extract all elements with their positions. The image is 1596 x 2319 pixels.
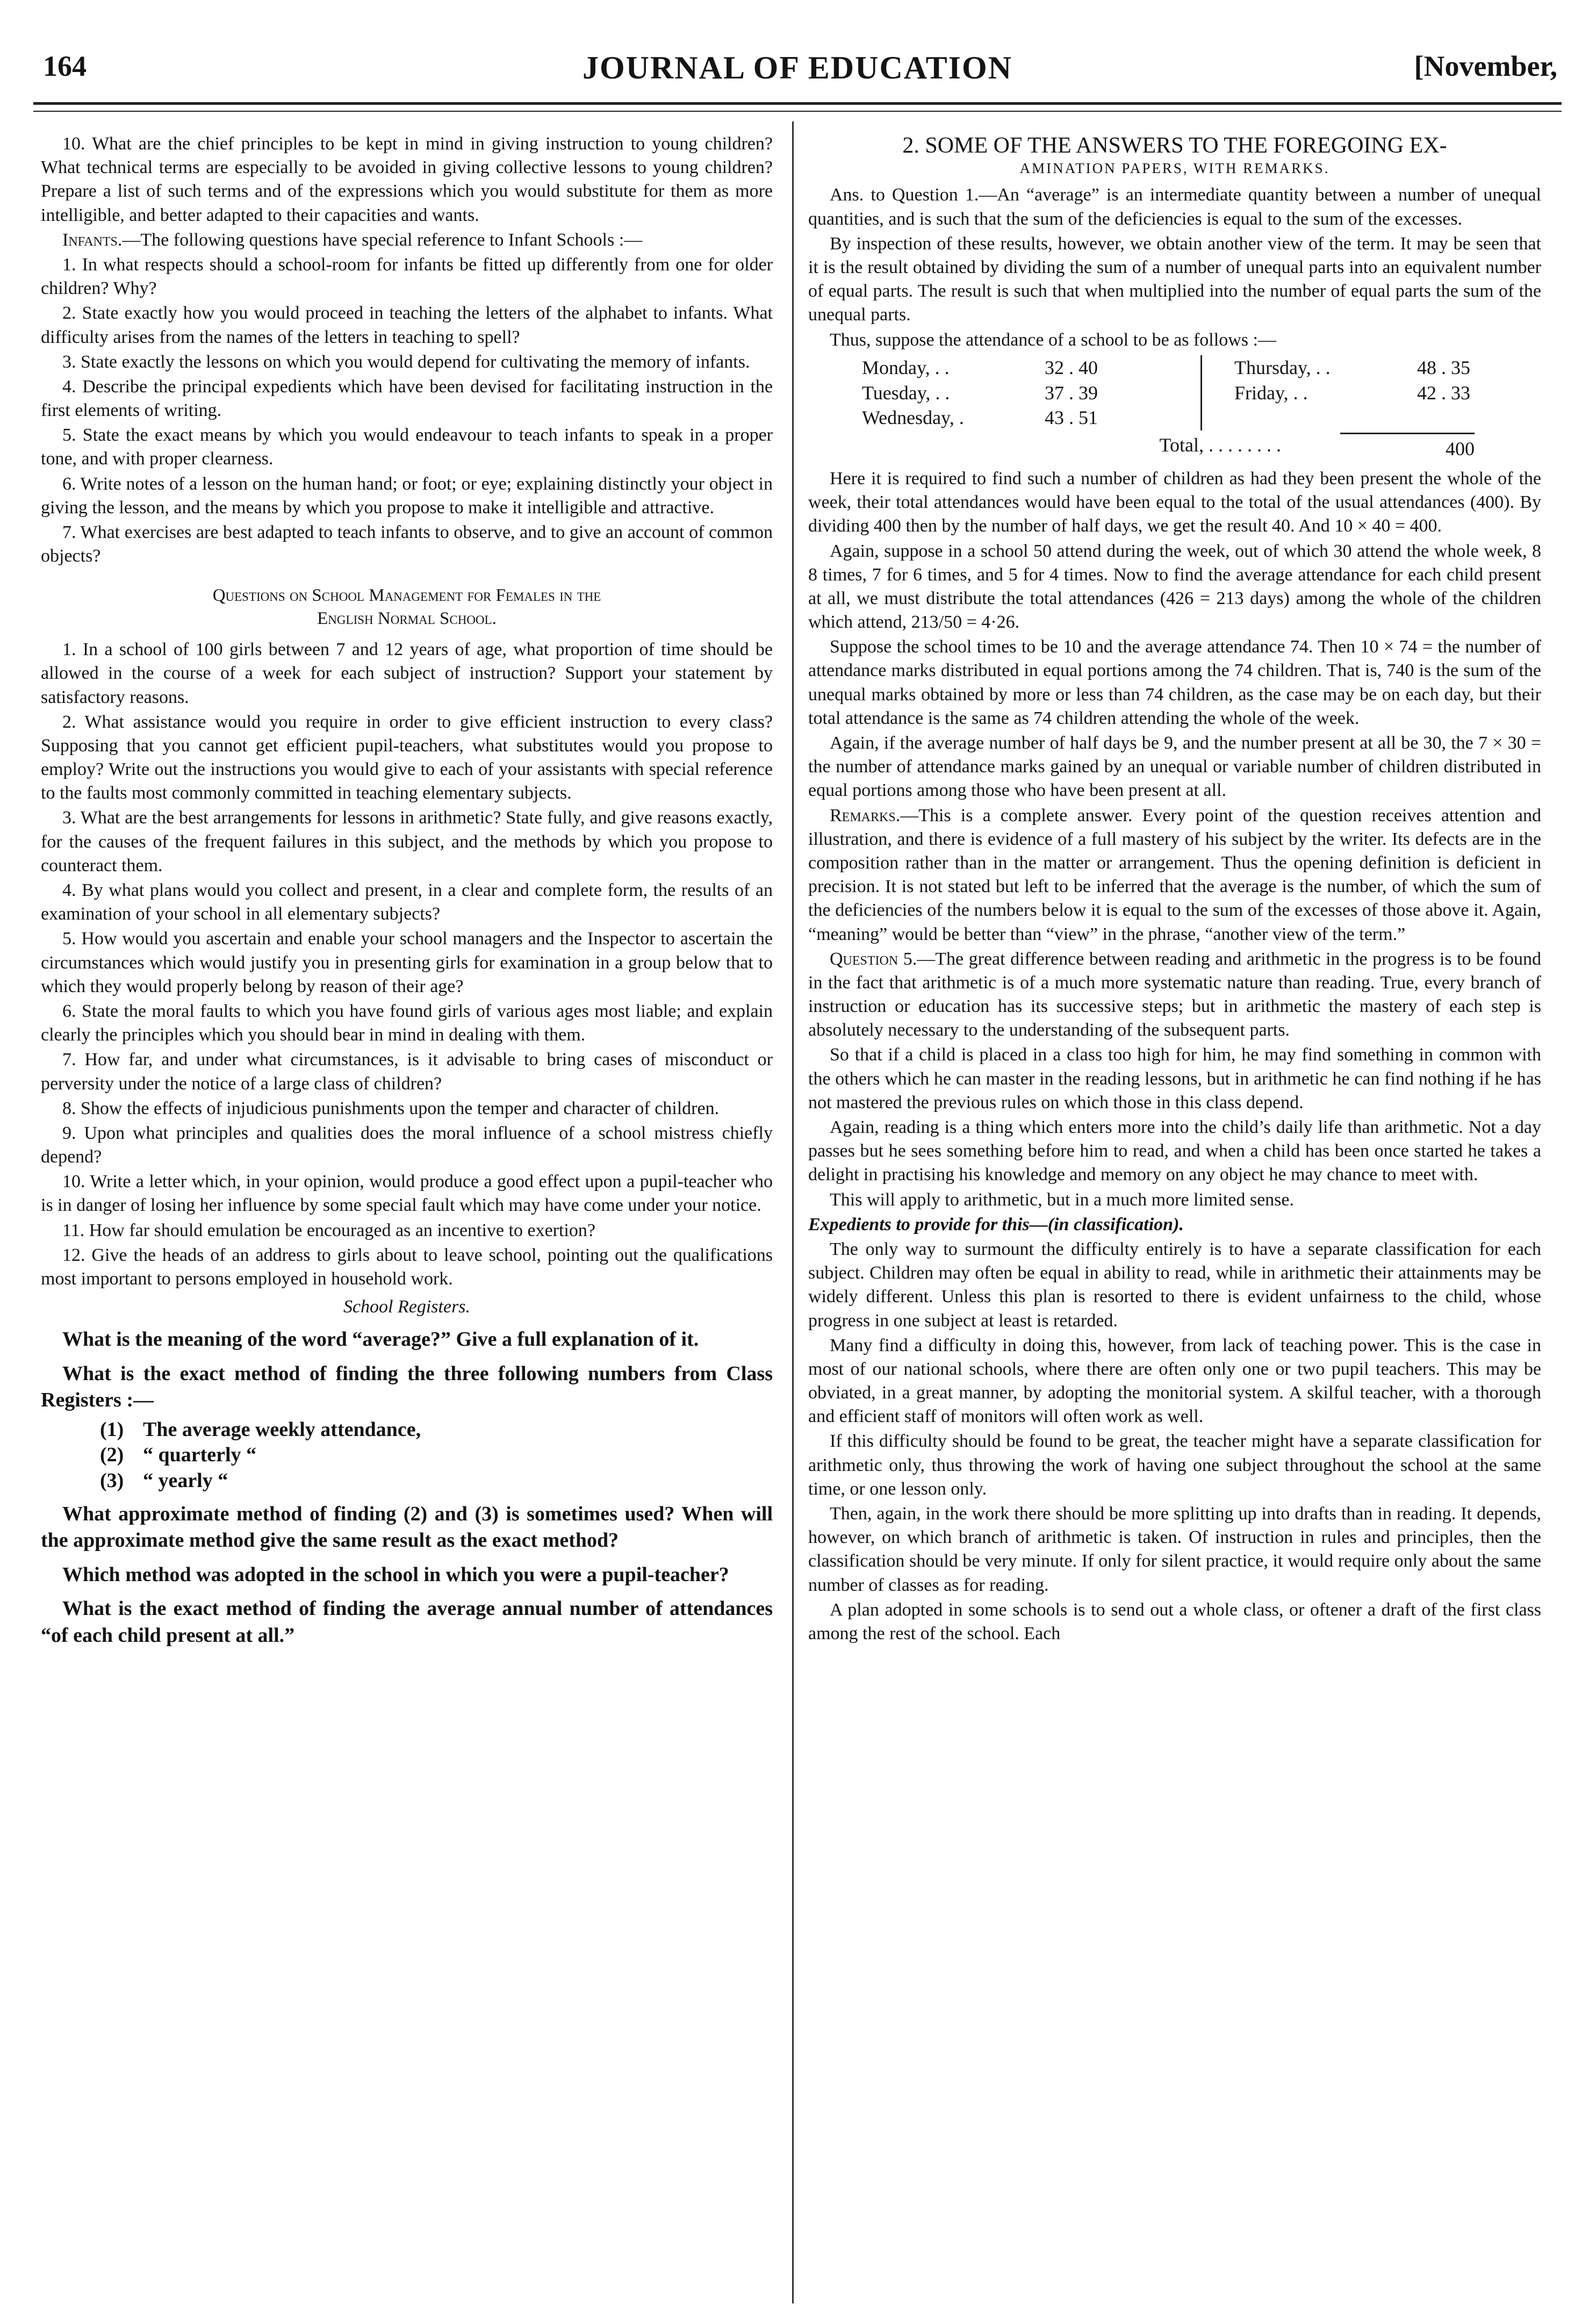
column-divider <box>792 121 794 2303</box>
management-question-8: 8. Show the effects of injudicious punishments upon the temper and character of children. <box>62 1098 720 1118</box>
management-heading <box>41 584 773 630</box>
answer-2: By inspection of these results, however, we obtain another view of the term. It may be seen that it is the result obtained by dividing the sum of a number of unequal parts into an equivalent number of equal parts. The result is such that when multiplied into the number of equal parts the sum of the unequal parts. <box>808 233 1541 325</box>
management-question-5: 5. How would you ascertain and enable your school managers and the Inspector to ascertain the circumstances which would justify you in presenting girls for examination in a group below that to which they would properly belong by reason of their age? <box>41 929 773 996</box>
answer-4: Here it is required to find such a number of children as had they been present the whole of the week, their total attendances would have been equal to the total of the usual attendances (400). By dividing 400 then by the number of half days, we get the result 40. And 10 × 40 = 400. <box>808 468 1541 536</box>
answer-8: So that if a child is placed in a class too high for him, he may find something in common with the others which he can master in the reading lessons, but in arithmetic he can find nothing if he has not mastered the previous rules on which those in this class depend. <box>808 1045 1541 1112</box>
infant-question-2: 2. State exactly how you would proceed in teaching the letters of the alphabet to infants. What difficulty arises from the names of the letters in teaching to spell? <box>41 303 773 347</box>
expedients-heading: Expedients to provide for this—(in classification). <box>808 1214 1184 1234</box>
attendance-table <box>862 355 1541 430</box>
answer-5: Again, suppose in a school 50 attend during the week, out of which 30 attend the whole week, 8 8 times, 7 for 6 times, and 5 for 4 times. Now to find the average attendance for each child present at all, we must distribute the total attendances (426 = 213 days) among the whole of the children which attend, 213/50 = 4·26. <box>808 541 1541 633</box>
management-question-2: 2. What assistance would you require in order to give efficient instruction to every class? Supposing that you cannot get efficient pupil-teachers, what substitutes would you propose to employ? Write out the instructions you would give to each of your assistants with special reference to the faults most commonly committed in teaching elementary subjects. <box>41 712 773 803</box>
infant-question-1: 1. In what respects should a school-room for infants be fitted up differently from one for older children? Why? <box>41 254 773 299</box>
management-question-6: 6. State the moral faults to which you have found girls of various ages most liable; and explain clearly the principles which you should bear in mind in dealing with them. <box>41 1001 773 1045</box>
attendance-left <box>862 355 1202 430</box>
management-question-10: 10. Write a letter which, in your opinion, would produce a good effect upon a pupil-teacher who is in danger of losing her influence by some special fault which may have come under your notice. <box>41 1172 773 1216</box>
management-question-9: 9. Upon what principles and qualities does the moral influence of a school mistress chiefly depend? <box>41 1123 773 1167</box>
page-header <box>33 28 1562 87</box>
list-item: (3) “ yearly “ <box>100 1469 228 1492</box>
remarks <box>808 804 1541 946</box>
answer-7: Again, if the average number of half days be 9, and the number present at all be 30, the 7 × 30 = the number of attendance marks gained by an unequal or variable number of children distributed in equal portions among those who have been present at all. <box>808 733 1541 801</box>
infants-intro <box>41 228 773 252</box>
table-row: Thursday, . . 48 . 35 <box>1234 356 1470 378</box>
management-question-3: 3. What are the best arrangements for lessons in arithmetic? State fully, and give reasons exactly, for the causes of the frequent failures in this subject, and the methods by which you propose to counteract them. <box>41 808 773 875</box>
answers-subtitle: AMINATION PAPERS, WITH REMARKS. <box>1019 160 1330 177</box>
table-row: Friday, . . 42 . 33 <box>1234 382 1470 404</box>
management-question-11: 11. How far should emulation be encouraged as an incentive to exertion? <box>62 1220 595 1240</box>
question-5-text: —The great difference between reading and arithmetic in the progress is to be found in the fact that arithmetic is of a much more systematic nature than reading. True, every branch of instruction or education has its successive steps; but in arithmetic the mastery of each step is absolutely necessary to the understanding of the subsequent parts. <box>808 949 1541 1040</box>
answer-14: Then, again, in the work there should be more splitting up into drafts than in reading. It depends, however, on which branch of arithmetic is taken. Of instruction in rules and principles, then the classification should be very minute. If only for silent practice, it would require only about the same number of classes as for reading. <box>808 1504 1541 1595</box>
registers-list <box>100 1417 773 1494</box>
attendance-total <box>808 433 1541 462</box>
infant-question-6: 6. Write notes of a lesson on the human hand; or foot; or eye; explaining distinctly your object in giving the lesson, and the means by which you propose to make it intelligible and attractive. <box>41 473 773 518</box>
left-column <box>41 132 773 1650</box>
table-row: Tuesday, . . 37 . 39 <box>862 382 1098 404</box>
header-rule-thin <box>33 111 1562 112</box>
right-column <box>808 132 1541 1647</box>
remarks-text: —This is a complete answer. Every point of the question receives attention and illustration, and there is evidence of a full mastery of his subject by the writer. Its defects are in the composition rather than in the matter or arrangement. Thus the opening definition is deficient in precision. It is not stated but left to be inferred that the average is the number, of which the sum of the deficiencies of the numbers below it is equal to the sum of the excesses of those above it. Again, “meaning” would be better than “view” in the phrase, “another view of the term.” <box>808 805 1541 944</box>
answer-6: Suppose the school times to be 10 and the average attendance 74. Then 10 × 74 = the number of attendance marks distributed in equal portions among the 74 children. That is, 740 is the sum of the unequal marks obtained by more or less than 74 children, as the case may be on each day, but their total attendance is the same as 74 children attending the whole of the week. <box>808 637 1541 728</box>
infants-text: —The following questions have special reference to Infant Schools :— <box>122 229 643 250</box>
registers-question-4: Which method was adopted in the school in which you were a pupil-teacher? <box>62 1563 729 1586</box>
registers-title: School Registers. <box>343 1297 471 1317</box>
infant-question-3: 3. State exactly the lessons on which you would depend for cultivating the memory of infants. <box>62 351 750 372</box>
infant-question-5: 5. State the exact means by which you would endeavour to teach infants to speak in a proper tone, and with proper clearness. <box>41 425 773 469</box>
infant-question-7: 7. What exercises are best adapted to teach infants to observe, and to give an account of common objects? <box>41 522 773 566</box>
answer-13: If this difficulty should be found to be great, the teacher might have a separate classification for arithmetic only, thus throwing the work of having one subject throughout the school at the same time, or one lesson only. <box>808 1431 1541 1499</box>
registers-question-5: What is the exact method of finding the average annual number of attendances “of each child present at all.” <box>41 1597 773 1647</box>
question-5-answer <box>808 947 1541 1043</box>
infant-question-4: 4. Describe the principal expedients which have been devised for facilitating instruction in the first elements of writing. <box>41 376 773 421</box>
management-heading-line1: Questions on School Management for Females in the <box>212 586 601 606</box>
total-label: Total, . . . . . . . . <box>1159 434 1281 456</box>
management-question-7: 7. How far, and under what circumstances, is it advisable to bring cases of misconduct or perversity under the notice of a large class of children? <box>41 1050 773 1094</box>
registers-question-2: What is the exact method of finding the three following numbers from Class Registers :— <box>41 1362 773 1412</box>
table-row: Wednesday, . 43 . 51 <box>862 407 1098 429</box>
registers-question-1: What is the meaning of the word “average?” Give a full explanation of it. <box>62 1328 699 1351</box>
issue-month: [November, <box>1414 50 1557 82</box>
answers-title: 2. SOME OF THE ANSWERS TO THE FOREGOING EX- <box>902 133 1447 158</box>
remarks-lead: Remarks. <box>830 805 901 825</box>
answer-15: A plan adopted in some schools is to send out a whole class, or oftener a draft of the first class among the rest of the school. Each <box>808 1599 1541 1643</box>
management-question-4: 4. By what plans would you collect and present, in a clear and complete form, the results of an examination of your school in all elementary subjects? <box>41 880 773 924</box>
answer-11: The only way to surmount the difficulty entirely is to have a separate classification for each subject. Children may often be equal in ability to read, while in arithmetic their attainments may be widely different. Unless this plan is resorted to there is evident unfairness to the child, whose progress in one subject at least is retarded. <box>808 1239 1541 1331</box>
question-5-lead: Question 5. <box>830 949 917 969</box>
header-rule-thick <box>33 102 1562 105</box>
management-question-12: 12. Give the heads of an address to girls about to leave school, pointing out the qualifications most important to persons employed in household work. <box>41 1245 773 1289</box>
list-item: (1) The average weekly attendance, <box>100 1418 421 1441</box>
answer-1: Ans. to Question 1.—An “average” is an intermediate quantity between a number of unequal quantities, and is such that the sum of the deficiencies is equal to the sum of the excesses. <box>808 185 1541 229</box>
question-10: 10. What are the chief principles to be kept in mind in giving instruction to young children? What technical terms are especially to be avoided in giving collective lessons to young children? Prepare a list of such terms and of the expressions which you would substitute for them as more intelligible, and better adapted to their capacities and wants. <box>41 134 773 225</box>
answer-9: Again, reading is a thing which enters more into the child’s daily life than arithmetic. Not a day passes but he sees something before him to read, and when a child has been once started he takes a delight in practising his knowledge and memory on any object he may chance to meet with. <box>808 1117 1541 1185</box>
total-value: 400 <box>1340 433 1475 462</box>
management-heading-line2: English Normal School. <box>317 609 497 629</box>
management-question-1: 1. In a school of 100 girls between 7 and 12 years of age, what proportion of time should be allowed in the course of a week for each subject of instruction? Support your statement by satisfactory reasons. <box>41 640 773 707</box>
list-item: (2) “ quarterly “ <box>100 1444 257 1467</box>
answer-10: This will apply to arithmetic, but in a much more limited sense. <box>830 1189 1294 1210</box>
page-number: 164 <box>43 50 87 82</box>
registers-question-3: What approximate method of finding (2) and (3) is sometimes used? When will the approximate method give the same result as the exact method? <box>41 1503 773 1552</box>
table-row: Monday, . . 32 . 40 <box>862 356 1098 378</box>
answer-3: Thus, suppose the attendance of a school to be as follows :— <box>830 329 1276 350</box>
infants-lead: Infants. <box>62 229 123 250</box>
journal-title: JOURNAL OF EDUCATION <box>582 50 1013 85</box>
attendance-right <box>1234 355 1470 430</box>
answer-12: Many find a difficulty in doing this, however, from lack of teaching power. This is the case in most of our national schools, where there are often only one or two pupil teachers. This may be obviated, in a great manner, by adopting the monitorial system. A skilful teacher, with a thorough and efficient staff of monitors will often work as well. <box>808 1335 1541 1427</box>
